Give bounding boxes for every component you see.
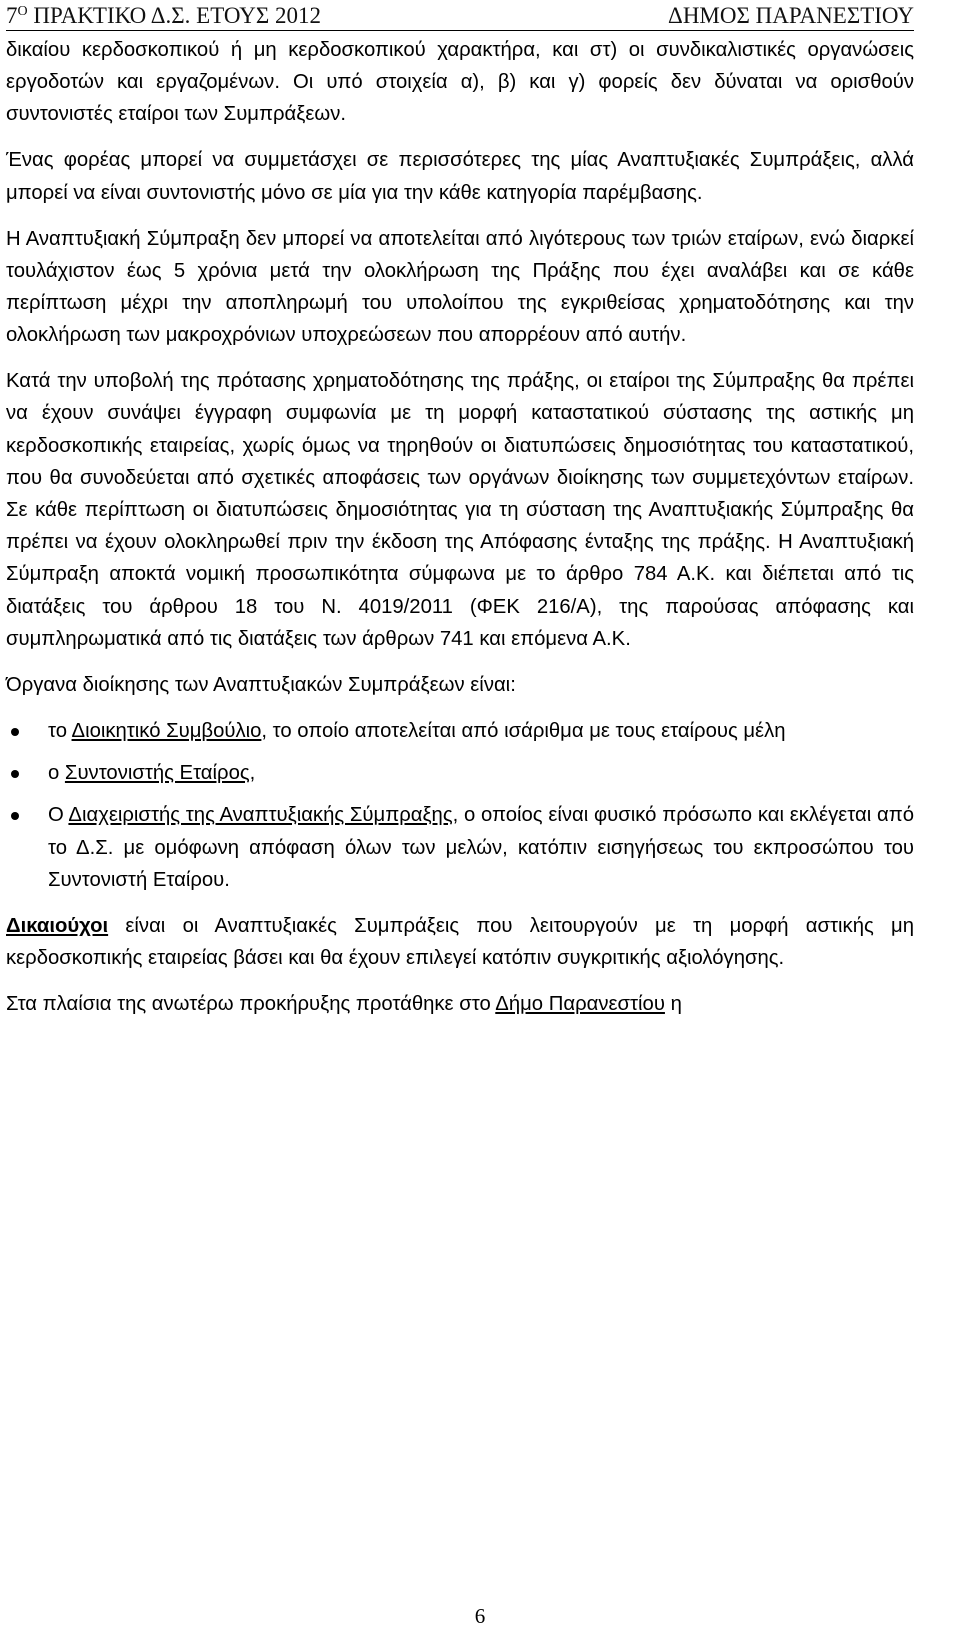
bullet-text-before: Ο — [48, 804, 69, 827]
bullet-icon — [11, 728, 19, 736]
list-item — [6, 757, 914, 789]
header-num: 7 — [6, 3, 18, 28]
document-body — [6, 34, 914, 1034]
bullet-text-before: το — [48, 720, 72, 743]
list-item — [6, 799, 914, 896]
paragraph-1: δικαίου κερδοσκοπικού ή μη κερδοσκοπικού χαρακτήρα, και στ) οι συνδικαλιστικές οργανώσεις εργοδοτών και εργαζομένων. Οι υπό στοιχεία α), β) και γ) φορείς δεν δύναται να ορισθούν συντονιστές εταίροι των Συμπράξεων. — [6, 39, 914, 126]
bullet-list — [6, 715, 914, 896]
bullet-underlined: Διαχειριστής της Αναπτυξιακής Σύμπραξης — [68, 804, 453, 827]
paragraph-4: Κατά την υποβολή της πρότασης χρηματοδότησης της πράξης, οι εταίροι της Σύμπραξης θα πρέπει να έχουν συνάψει έγγραφη συμφωνία με τη μορφή καταστατικού σύστασης της αστικής μη κερδοσκοπικής εταιρείας, χωρίς όμως να τηρηθούν οι διατυπώσεις δημοσιότητας του καταστατικού, που θα συνοδεύεται από σχετικές αποφάσεις των οργάνων διοίκησης των συμμετεχόντων εταίρων. Σε κάθε περίπτωση οι διατυπώσεις δημοσιότητας για τη σύσταση της Αναπτυξιακής Σύμπραξης θα πρέπει να έχουν ολοκληρωθεί πριν την έκδοση της Απόφασης ένταξης της πράξης. Η Αναπτυξιακή Σύμπραξη αποκτά νομική προσωπικότητα σύμφωνα με το άρθρο 784 Α.Κ. και διέπεται από τις διατάξεις του άρθρου 18 του Ν. 4019/2011 (ΦΕΚ 216/Α), της παρούσας απόφασης και συμπληρωματικά από τις διατάξεις των άρθρων 741 και επόμενα Α.Κ. — [6, 370, 914, 650]
last-text-after: η — [664, 993, 682, 1016]
bullet-icon — [11, 812, 19, 820]
header-sup: Ο — [17, 4, 28, 19]
bullet-text-after: , το οποίο αποτελείται από ισάριθμα με τους εταίρους μέλη — [261, 720, 786, 743]
page-number: 6 — [474, 1604, 486, 1628]
bullet-text-after: , — [249, 762, 256, 785]
last-text-before: Στα πλαίσια της ανωτέρω προκήρυξης προτάθηκε στο — [6, 993, 496, 1016]
bullet-underlined: Συντονιστής Εταίρος — [64, 762, 250, 785]
header-municipality: ΔΗΜΟΣ ΠΑΡΑΝΕΣΤΙΟΥ — [668, 3, 914, 28]
bullet-text-after: , ο οποίος είναι φυσικό πρόσωπο και εκλέγεται από το Δ.Σ. με ομόφωνη απόφαση όλων των μελών, κατόπιν εισηγήσεως του εκπροσώπου του Συντονιστή Εταίρου. — [48, 804, 914, 891]
page-header — [6, 0, 914, 31]
paragraph-2: Ένας φορέας μπορεί να συμμετάσχει σε περισσότερες της μίας Αναπτυξιακές Συμπράξεις, αλλά μπορεί να είναι συντονιστής μόνο σε μία για την κάθε κατηγορία παρέμβασης. — [6, 149, 914, 204]
header-left — [6, 3, 321, 29]
paragraph-3: Η Αναπτυξιακή Σύμπραξη δεν μπορεί να αποτελείται από λιγότερους των τριών εταίρων, ενώ διαρκεί τουλάχιστον έως 5 χρόνια μετά την ολοκλήρωση της Πράξης που έχει αναλάβει και σε κάθε περίπτωση μέχρι την αποπληρωμή του υπολοίπου της εγκριθείσας χρηματοδότησης και την ολοκλήρωση των μακροχρόνιων υποχρεώσεων που απορρέουν από αυτήν. — [6, 227, 914, 347]
header-title: ΠΡΑΚΤΙΚΟ Δ.Σ. ΕΤΟΥΣ 2012 — [33, 3, 322, 28]
bullet-icon — [11, 770, 19, 778]
list-item — [6, 715, 914, 747]
beneficiaries-paragraph — [6, 910, 914, 974]
beneficiaries-term: Δικαιούχοι — [6, 915, 109, 938]
paragraph-5: Όργανα διοίκησης των Αναπτυξιακών Συμπράξεων είναι: — [6, 673, 516, 696]
last-paragraph — [6, 988, 914, 1020]
bullet-text-before: ο — [48, 762, 65, 785]
bullet-underlined: Διοικητικό Συμβούλιο — [71, 720, 262, 743]
beneficiaries-text: είναι οι Αναπτυξιακές Συμπράξεις που λειτουργούν με τη μορφή αστικής μη κερδοσκοπικής εταιρείας βάσει και θα έχουν επιλεγεί κατόπιν συγκριτικής αξιολόγησης. — [6, 915, 914, 970]
last-underlined: Δήμο Παρανεστίου — [495, 993, 665, 1016]
